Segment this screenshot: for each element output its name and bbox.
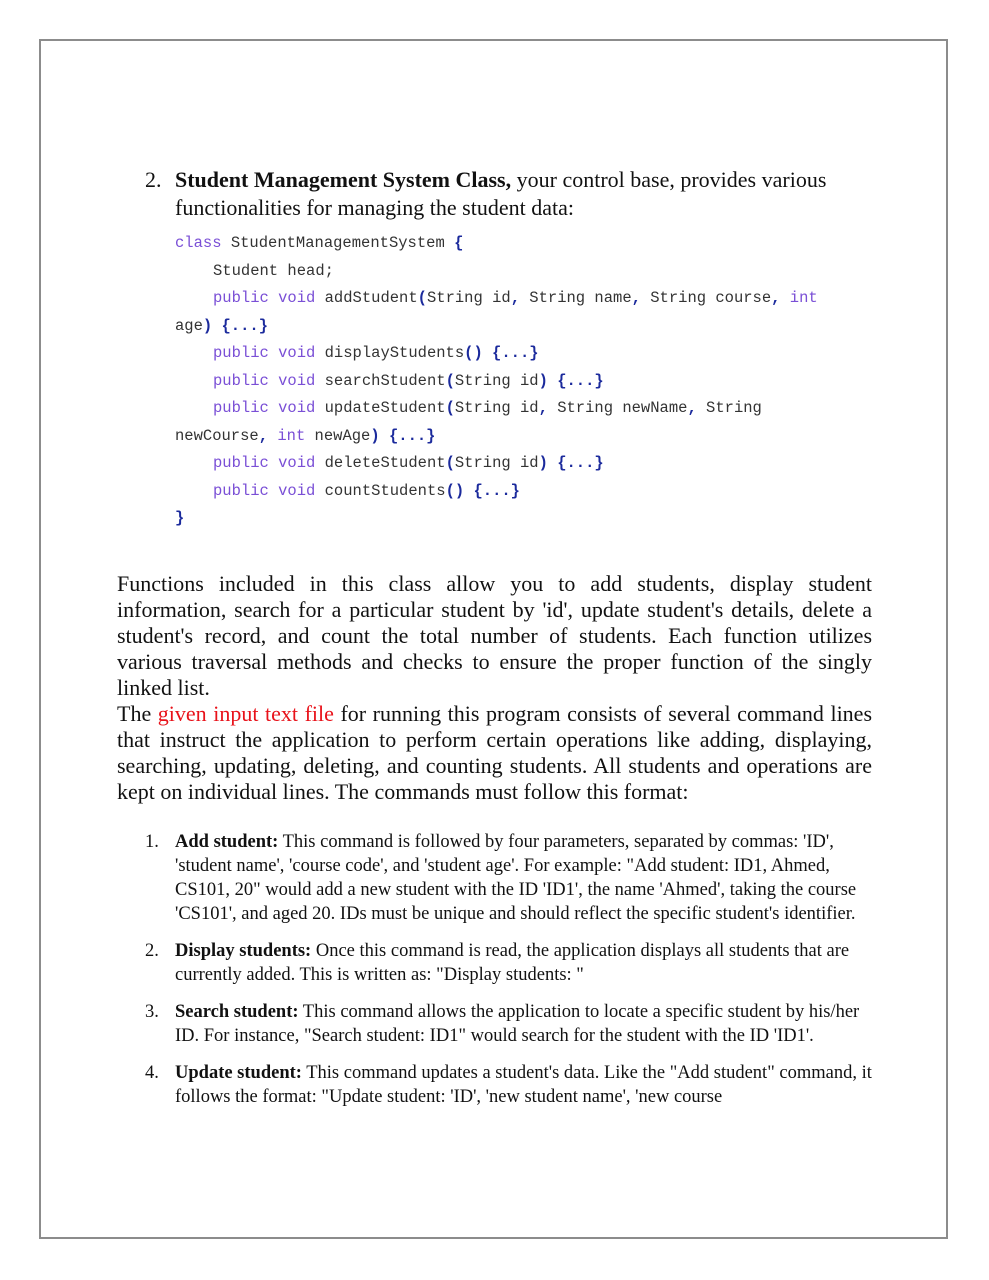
code-paren: ( — [417, 289, 427, 307]
list-item — [145, 830, 875, 926]
code-param: newAge — [305, 426, 371, 445]
code-method-name: countStudents — [315, 481, 446, 500]
code-method-name: searchStudent — [315, 371, 446, 390]
code-comma: , — [687, 399, 697, 417]
code-line-count-students — [175, 478, 875, 506]
code-line-add-student — [175, 285, 875, 313]
code-param: String id — [454, 371, 539, 390]
code-brace: } — [175, 509, 185, 527]
code-keyword: public void — [213, 344, 316, 362]
code-param: age — [175, 316, 203, 335]
section-title — [175, 166, 885, 222]
code-keyword: public void — [213, 371, 316, 390]
code-param: String newName — [547, 399, 688, 417]
list-item-label: Update student: — [175, 1063, 302, 1083]
code-body: () {...} — [445, 481, 520, 500]
code-param: String id — [454, 399, 539, 417]
list-item — [145, 1000, 875, 1048]
code-param: String name — [520, 289, 632, 307]
code-paren: ( — [445, 454, 455, 472]
functions-paragraph: Functions included in this class allow you to add students, display student information, search for a particular student by 'id', update student's details, delete a student's record, and count the total number of students. Each function utilizes various traversal methods and checks to ensure the proper function of the singly linked list. — [117, 571, 872, 700]
list-item-text — [175, 830, 875, 926]
code-body: () {...} — [464, 344, 539, 362]
code-paren: ( — [445, 371, 455, 390]
input-file-rest: for running this program consists of several command lines that instruct the application to perform certain operations like adding, displaying, searching, updating, deleting, and counting students. All students and operations are kept on individual lines. The commands must follow this format: — [117, 701, 873, 804]
code-param: String course — [640, 289, 772, 307]
list-item — [145, 939, 875, 987]
list-item-text — [175, 1061, 875, 1109]
list-item-number: 3. — [145, 1002, 159, 1022]
code-comma: , — [771, 289, 781, 307]
code-line-add-student-cont — [175, 313, 875, 341]
list-item-text — [175, 939, 875, 987]
code-keyword: int — [789, 289, 818, 307]
code-param: String — [696, 399, 762, 417]
code-line-delete-student — [175, 450, 875, 478]
list-item-label: Search student: — [175, 1002, 299, 1022]
code-param: newCourse — [175, 426, 259, 445]
list-item-body: This command allows the application to locate a specific student by his/her ID. For instance, "Search student: ID1" would search for the student with the ID 'ID1'. — [175, 1002, 860, 1046]
code-comma: , — [510, 289, 520, 307]
list-item-number: 4. — [145, 1063, 159, 1083]
code-line-update-student — [175, 395, 875, 423]
code-line-end — [175, 505, 875, 533]
list-item-label: Add student: — [175, 832, 279, 852]
code-line-display-students — [175, 340, 875, 368]
input-file-lead: The — [117, 701, 158, 726]
code-keyword: public void — [213, 481, 316, 500]
list-item-number: 1. — [145, 832, 159, 852]
list-item-text — [175, 1000, 875, 1048]
code-brace: { — [454, 234, 464, 252]
code-comma: , — [258, 426, 269, 445]
code-block — [175, 230, 875, 533]
list-item-body: Once this command is read, the application displays all students that are currently added. This is written as: "Display students: " — [175, 941, 850, 985]
code-class-name: StudentManagementSystem — [221, 234, 455, 252]
list-item-body: This command updates a student's data. Like the "Add student" command, it follows the format: "Update student: 'ID', 'new student name', 'new course — [175, 1063, 872, 1107]
command-list — [145, 830, 875, 1122]
code-keyword: public void — [213, 289, 316, 307]
code-body: ) {...} — [370, 426, 436, 445]
section-heading — [145, 166, 885, 222]
code-method-name: displayStudents — [315, 344, 465, 362]
code-comma: , — [538, 399, 548, 417]
list-item — [145, 1061, 875, 1109]
code-comma: , — [631, 289, 641, 307]
code-keyword: class — [175, 234, 222, 252]
code-keyword: int — [277, 426, 306, 445]
code-method-name: deleteStudent — [315, 454, 446, 472]
code-body: ) {...} — [538, 371, 604, 390]
code-line-field: Student head; — [213, 261, 334, 280]
code-line-update-student-cont — [175, 423, 875, 451]
code-paren: ( — [445, 399, 455, 417]
list-item-body: This command is followed by four parameters, separated by commas: 'ID', 'student name', 'course code', and 'student age'. For example: "Add student: ID1, Ahmed, CS101, 20" would add a new student with the ID 'ID1', the name 'Ahmed', taking the course 'CS101', and aged 20. IDs must be unique and should reflect the specific student's identifier. — [175, 832, 857, 924]
input-file-paragraph — [117, 701, 872, 805]
list-item-number: 2. — [145, 941, 159, 961]
code-line-class — [175, 230, 875, 258]
input-file-link-text: given input text file — [157, 701, 334, 726]
list-item-label: Display students: — [175, 941, 312, 961]
code-method-name: updateStudent — [315, 399, 446, 417]
code-body: ) {...} — [202, 316, 269, 335]
code-method-name: addStudent — [315, 289, 418, 307]
code-line-search-student — [175, 368, 875, 396]
code-keyword: public void — [213, 399, 316, 417]
code-param: String id — [426, 289, 511, 307]
section-title-rest: your control base, provides various functionalities for managing the student data: — [175, 167, 827, 220]
code-keyword: public void — [213, 454, 316, 472]
code-body: ) {...} — [538, 454, 604, 472]
code-param: String id — [454, 454, 539, 472]
section-number: 2. — [145, 167, 162, 192]
section-title-bold: Student Management System Class, — [175, 167, 512, 192]
